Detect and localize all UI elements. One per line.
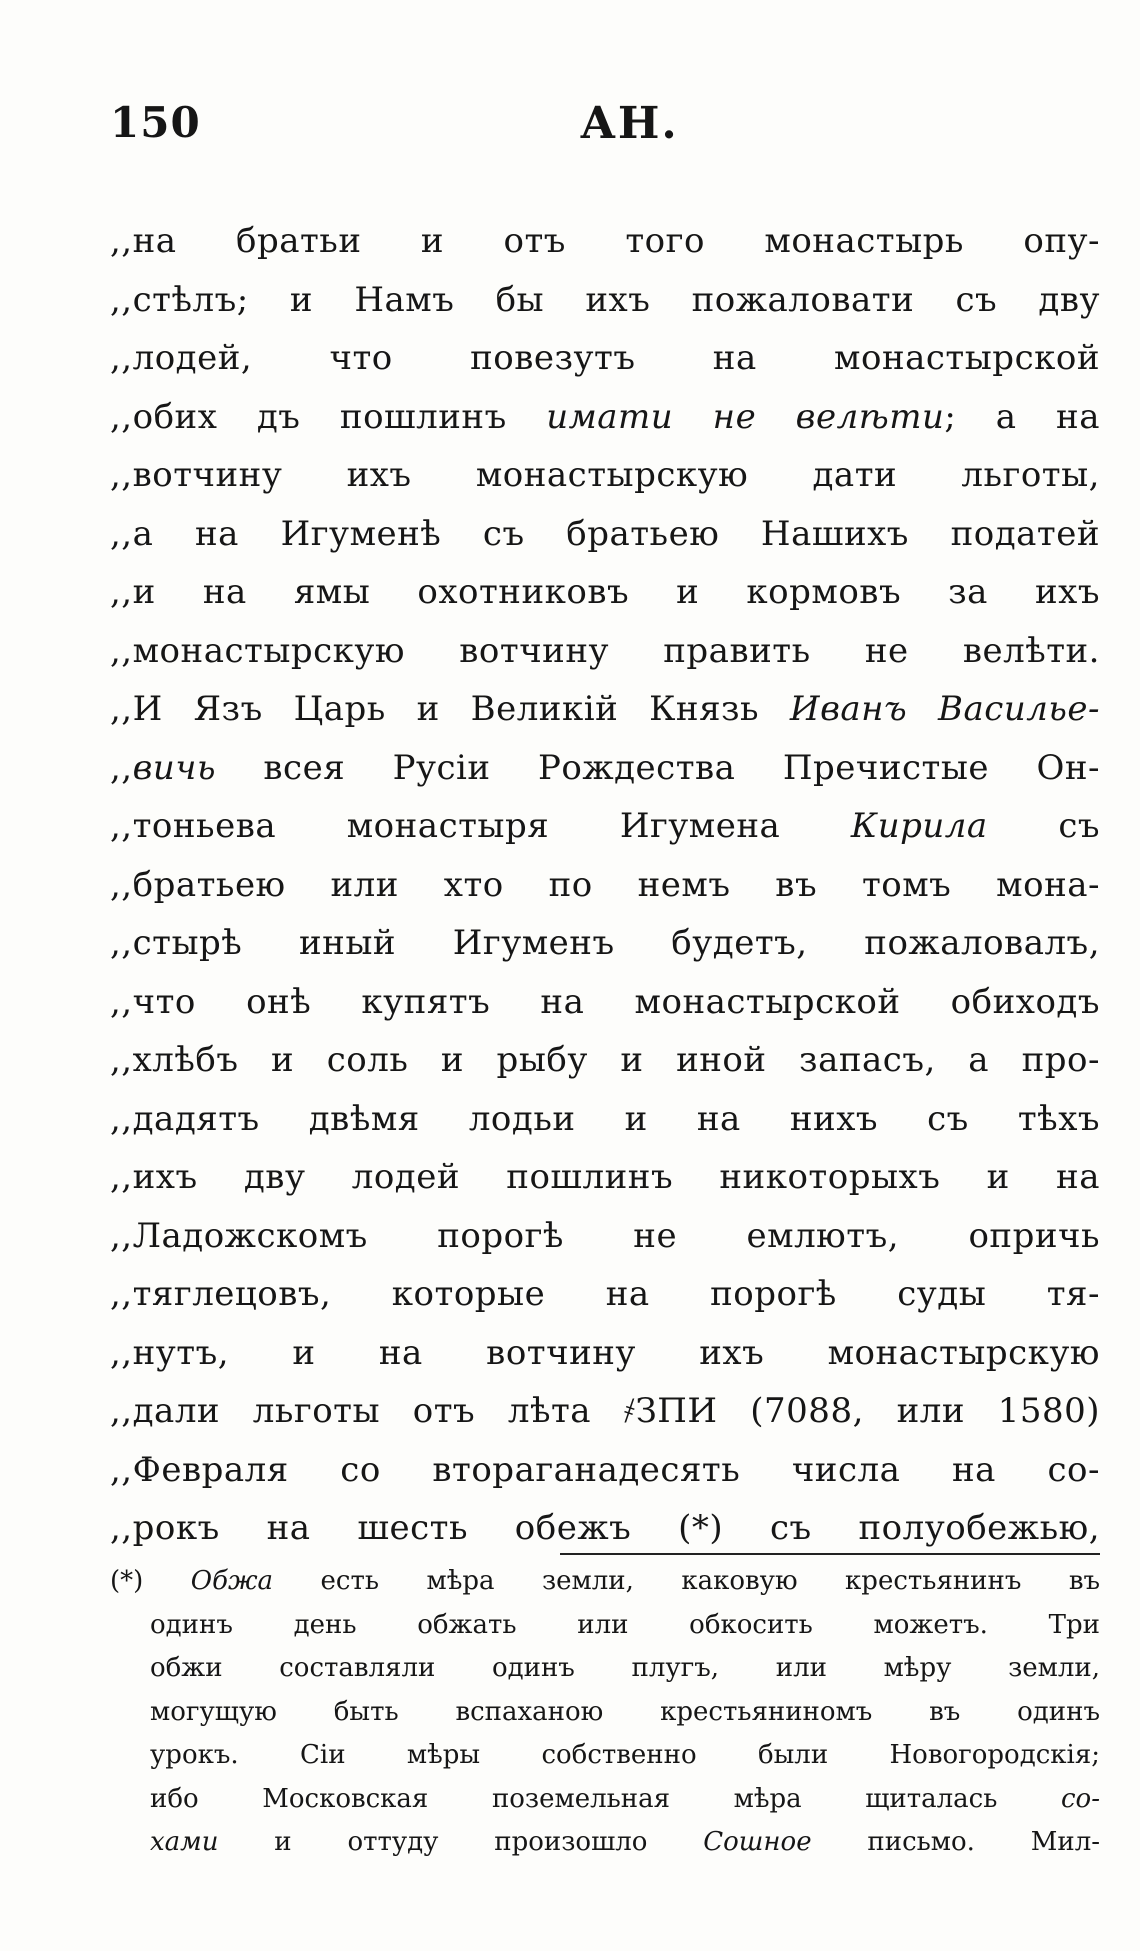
footnote: [110, 1560, 1100, 1865]
text-line: ,,дадятъ двѣмя лодьи и на нихъ съ тѣхъ: [110, 1098, 1100, 1139]
text-line: ,,Февраля со втораганадесять числа на со-: [110, 1449, 1100, 1490]
text-line: ,,и на ямы охотниковъ и кормовъ за ихъ: [110, 572, 1100, 612]
text-line: ,,стѣлъ; и Намъ бы ихъ пожаловати съ дву: [110, 279, 1100, 320]
page-number: 150: [110, 98, 201, 147]
text-line: ,,вотчину ихъ монастырскую дати льготы,: [110, 455, 1100, 495]
footnote-line: (*) Обжа есть мѣра земли, каковую крестьянинъ въ: [110, 1566, 1100, 1596]
text-line: ,,И Язъ Царь и Великій Князь Иванъ Василье-: [110, 689, 1100, 729]
text-line: ,,на братьи и отъ того монастырь опу-: [110, 221, 1100, 261]
text-line: ,,вичь всея Русіи Рождества Пречистые Он-: [110, 747, 1100, 788]
text-line: ,,рокъ на шесть обежъ (*) съ полуобежью,: [110, 1508, 1100, 1548]
footnote-line: одинъ день обжать или обкосить можетъ. Три: [150, 1609, 1100, 1640]
text-line: ,,лодей, что повезутъ на монастырской: [110, 338, 1100, 378]
text-line: ,,тяглецовъ, которые на порогѣ суды тя-: [110, 1274, 1100, 1314]
text-line: ,,дали льготы отъ лѣта ҂ЗПИ (7088, или 1580): [110, 1391, 1100, 1431]
text-line: ,,братьею или хто по немъ въ томъ мона-: [110, 864, 1100, 905]
text-line: ,,а на Игуменѣ съ братьею Нашихъ податей: [110, 513, 1100, 554]
footnote-line: урокъ. Сіи мѣры собственно были Новогородскія;: [150, 1740, 1100, 1770]
text-line: ,,стырѣ иный Игуменъ будетъ, пожаловалъ,: [110, 923, 1100, 963]
footnote-line: могущую быть вспаханою крестьяниномъ въ одинъ: [150, 1696, 1100, 1727]
text-line: ,,монастырскую вотчину править не велѣти.: [110, 630, 1100, 671]
page-header: [110, 98, 1090, 158]
footnote-line: хами и оттуду произошло Сошное письмо. Мил-: [150, 1827, 1100, 1857]
footnote-line: ибо Московская поземельная мѣра щиталась со-: [150, 1783, 1100, 1814]
text-line: ,,Ладожскомъ порогѣ не емлютъ, опричь: [110, 1215, 1100, 1256]
running-head: АН.: [580, 98, 679, 149]
footnote-marker: (*): [110, 1566, 144, 1596]
footnote-line: обжи составляли одинъ плугъ, или мѣру земли,: [150, 1653, 1100, 1683]
text-line: ,,ихъ дву лодей пошлинъ никоторыхъ и на: [110, 1157, 1100, 1197]
text-line: ,,что онѣ купятъ на монастырской обиходъ: [110, 981, 1100, 1022]
text-line: ,,хлѣбъ и соль и рыбу и иной запасъ, а про-: [110, 1040, 1100, 1080]
text-line: ,,тоньева монастыря Игумена Кирила съ: [110, 806, 1100, 846]
text-line: ,,нутъ, и на вотчину ихъ монастырскую: [110, 1332, 1100, 1373]
footnote-term: Обжа: [190, 1566, 274, 1596]
main-text: [110, 212, 1100, 1558]
text-line: ,,обих дъ пошлинъ имати не велѣти; а на: [110, 396, 1100, 437]
footnote-divider: [560, 1553, 1100, 1555]
